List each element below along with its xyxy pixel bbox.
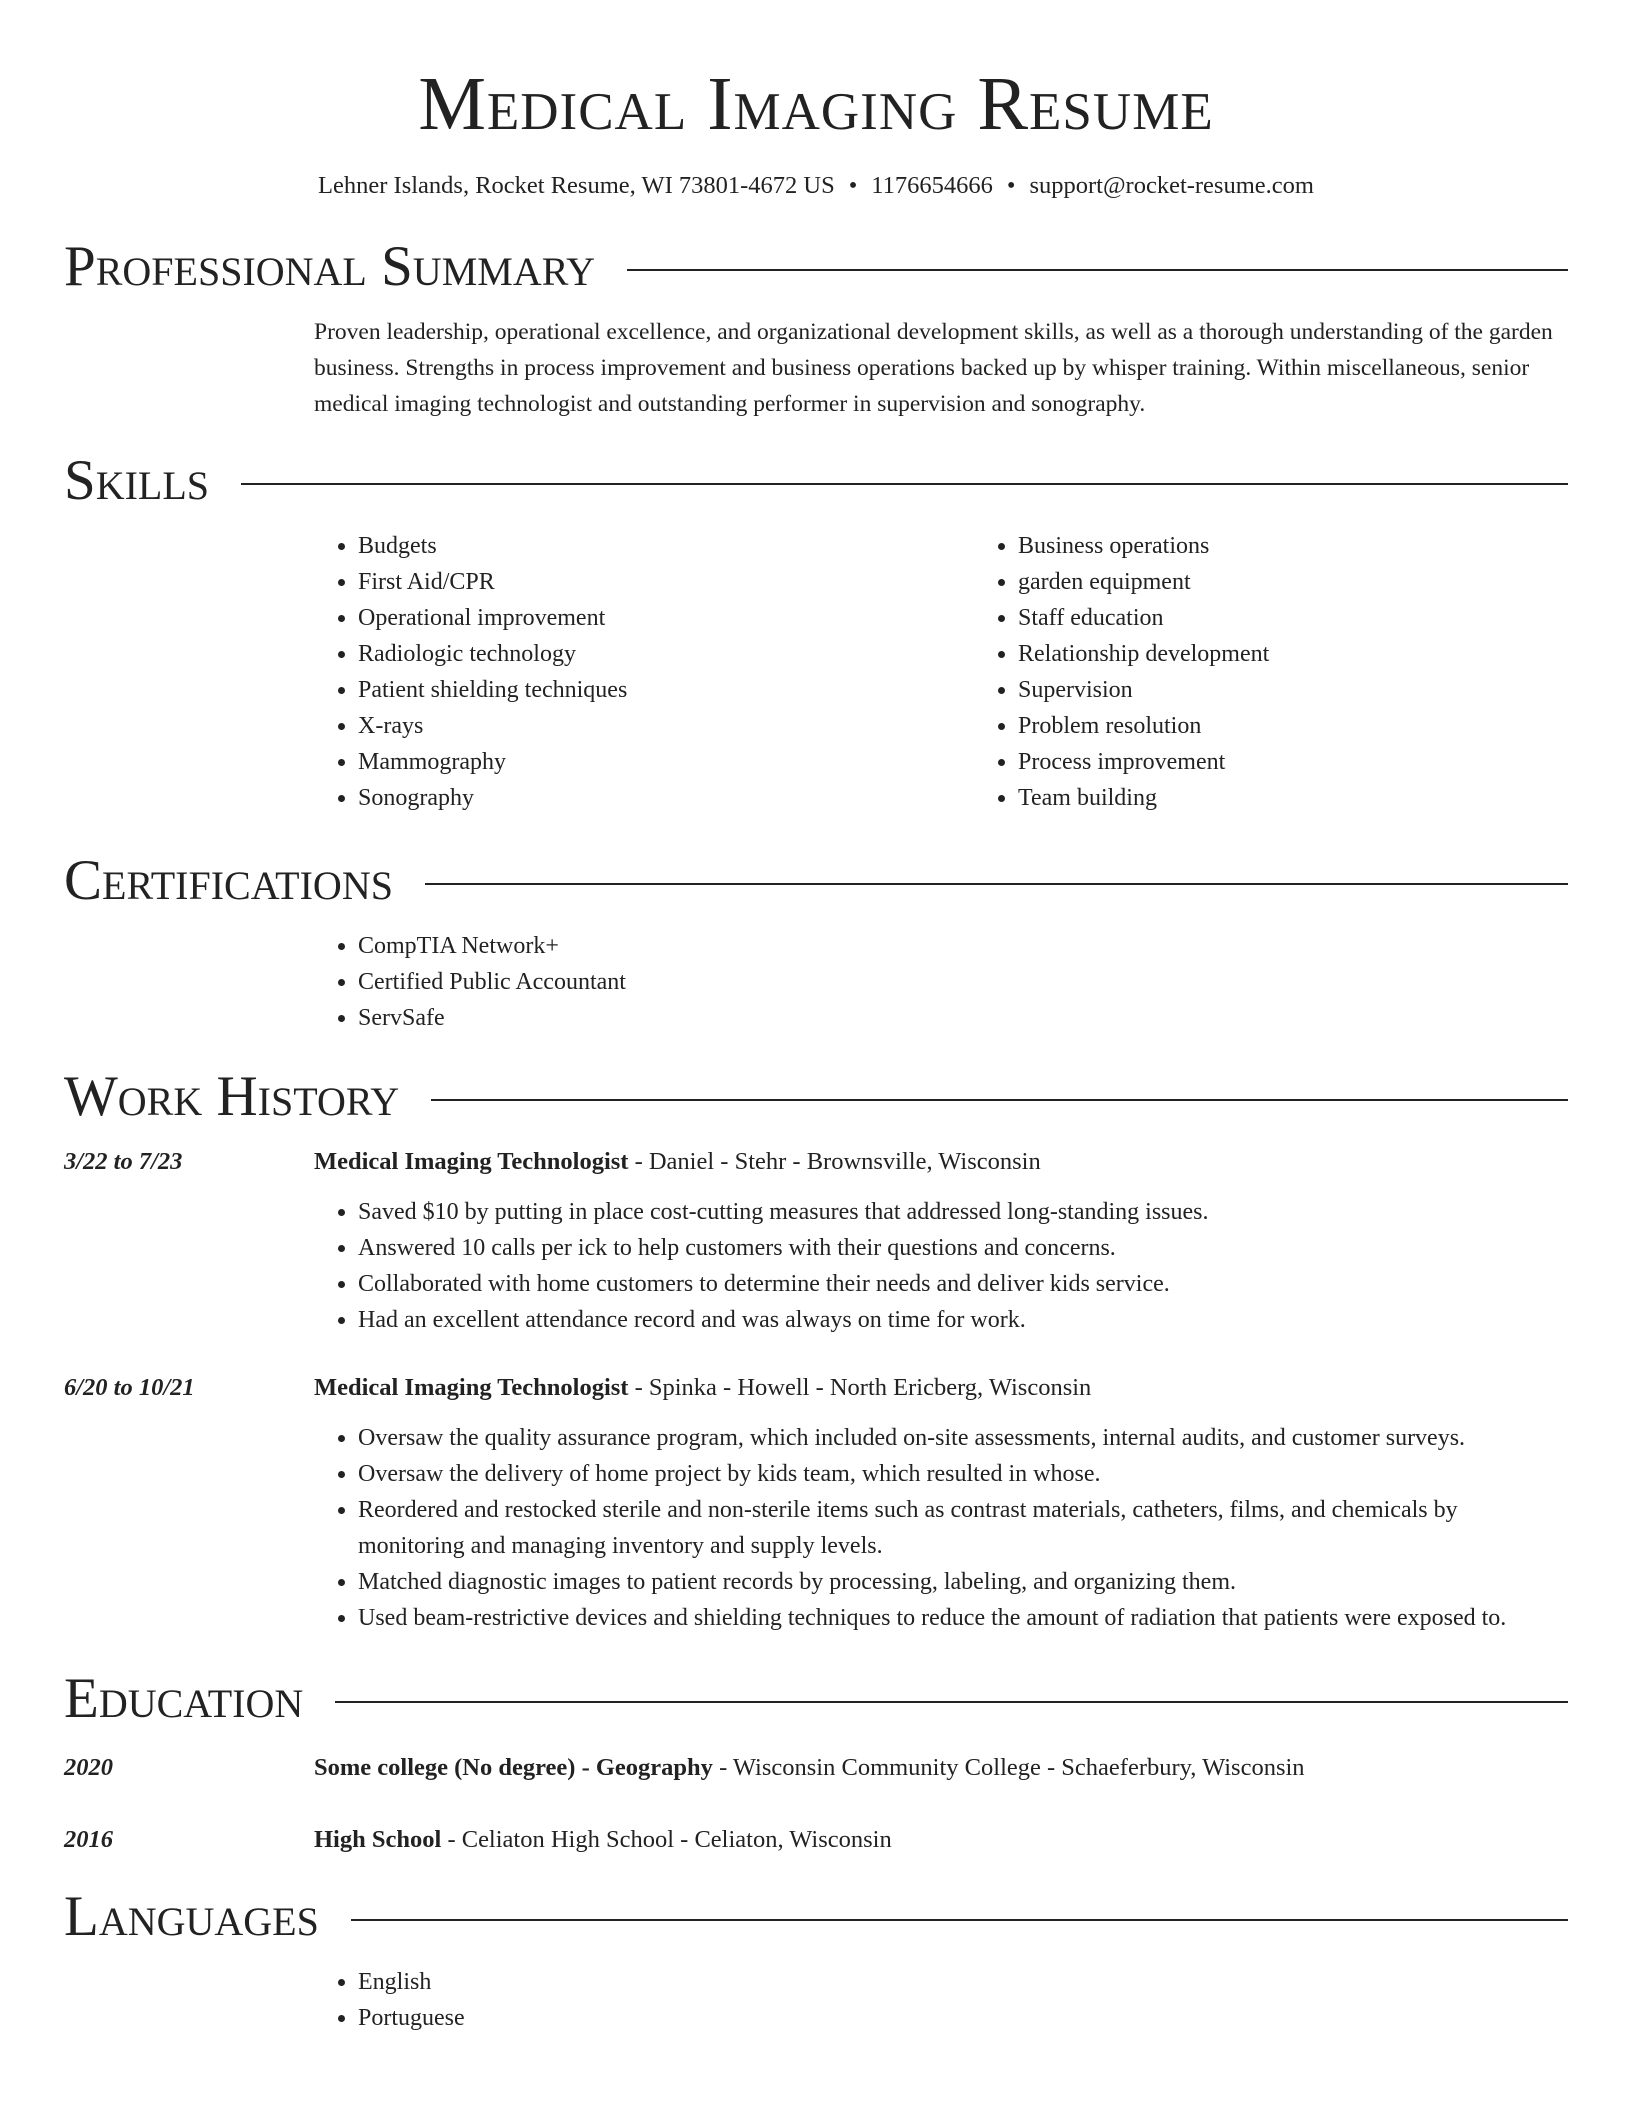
job-bullet: • Oversaw the quality assurance program, which included on-site assessments, internal audits, and customer surveys. <box>358 1420 1568 1456</box>
language-item: • English <box>358 1964 1568 2000</box>
job-bullet: • Oversaw the delivery of home project by kids team, which resulted in whose. <box>358 1456 1568 1492</box>
job-info <box>314 1144 1041 1180</box>
skill-item: • Budgets <box>358 528 974 564</box>
section-skills <box>64 448 1568 816</box>
languages-list <box>314 1964 1568 2036</box>
education-entry <box>64 1750 1568 1786</box>
skill-item: • garden equipment <box>1018 564 1632 600</box>
contact-separator: • <box>848 172 858 199</box>
skill-item: • X-rays <box>358 708 974 744</box>
education-school: - Celiaton High School - Celiaton, Wisconsin <box>441 1826 892 1853</box>
skill-item: • Sonography <box>358 780 974 816</box>
section-rule <box>335 1701 1568 1703</box>
section-rule <box>431 1099 1568 1101</box>
job-bullet: • Reordered and restocked sterile and non-sterile items such as contrast materials, catheters, films, and chemicals by monitoring and managing inventory and supply levels. <box>358 1492 1568 1564</box>
education-entry <box>64 1822 1568 1858</box>
job-title: Medical Imaging Technologist <box>314 1148 629 1175</box>
contact-separator: • <box>1006 172 1016 199</box>
section-education <box>64 1666 1568 1858</box>
skill-item: • Relationship development <box>1018 636 1632 672</box>
certification-item: • Certified Public Accountant <box>358 964 1568 1000</box>
section-certifications <box>64 848 1568 1036</box>
job-dates: 6/20 to 10/21 <box>64 1374 195 1401</box>
job-bullet: • Used beam-restrictive devices and shielding techniques to reduce the amount of radiation that patients were exposed to. <box>358 1600 1568 1636</box>
job-entry <box>64 1144 1568 1338</box>
skills-list-left <box>314 528 974 816</box>
job-bullets <box>314 1420 1568 1636</box>
section-rule <box>627 269 1568 271</box>
job-employer: - Daniel - Stehr - Brownsville, Wisconsin <box>628 1148 1041 1175</box>
skills-grid <box>314 528 1568 816</box>
contact-address: Lehner Islands, Rocket Resume, WI 73801-4672 US <box>318 172 835 199</box>
job-info <box>314 1370 1091 1406</box>
skills-list-right <box>974 528 1632 816</box>
skill-item: • Problem resolution <box>1018 708 1632 744</box>
job-header <box>64 1370 1568 1406</box>
skill-item: • Supervision <box>1018 672 1632 708</box>
skill-item: • Business operations <box>1018 528 1632 564</box>
education-year: 2020 <box>64 1754 113 1781</box>
skill-item: • Patient shielding techniques <box>358 672 974 708</box>
section-heading-education: Education <box>64 1666 1568 1732</box>
job-bullets <box>314 1194 1568 1338</box>
skill-item: • Process improvement <box>1018 744 1632 780</box>
contact-phone: 1176654666 <box>871 172 993 199</box>
education-info <box>314 1822 892 1858</box>
job-bullet: • Collaborated with home customers to determine their needs and deliver kids service. <box>358 1266 1568 1302</box>
certifications-list <box>314 928 1568 1036</box>
section-heading-skills: Skills <box>64 448 1568 514</box>
section-work-history <box>64 1064 1568 1636</box>
certification-item: • ServSafe <box>358 1000 1568 1036</box>
job-bullet: • Had an excellent attendance record and was always on time for work. <box>358 1302 1568 1338</box>
skill-item: • Radiologic technology <box>358 636 974 672</box>
section-rule <box>425 883 1568 885</box>
section-heading-languages: Languages <box>64 1884 1568 1950</box>
skill-item: • Staff education <box>1018 600 1632 636</box>
job-bullet: • Matched diagnostic images to patient records by processing, labeling, and organizing them. <box>358 1564 1568 1600</box>
education-year: 2016 <box>64 1826 113 1853</box>
language-item: • Portuguese <box>358 2000 1568 2036</box>
job-bullet: • Saved $10 by putting in place cost-cutting measures that addressed long-standing issues. <box>358 1194 1568 1230</box>
section-heading-certifications: Certifications <box>64 848 1568 914</box>
education-info <box>314 1750 1305 1786</box>
job-entry <box>64 1370 1568 1636</box>
section-summary <box>64 234 1568 422</box>
section-rule <box>351 1919 1568 1921</box>
job-employer: - Spinka - Howell - North Ericberg, Wisconsin <box>628 1374 1092 1401</box>
resume-title: Medical Imaging Resume <box>418 62 1214 146</box>
certification-item: • CompTIA Network+ <box>358 928 1568 964</box>
job-header <box>64 1144 1568 1180</box>
job-title: Medical Imaging Technologist <box>314 1374 629 1401</box>
contact-email: support@rocket-resume.com <box>1029 172 1314 199</box>
skill-item: • Team building <box>1018 780 1632 816</box>
job-dates: 3/22 to 7/23 <box>64 1148 183 1175</box>
skill-item: • First Aid/CPR <box>358 564 974 600</box>
section-rule <box>241 483 1568 485</box>
job-bullet: • Answered 10 calls per ick to help customers with their questions and concerns. <box>358 1230 1568 1266</box>
section-heading-summary: Professional Summary <box>64 234 1568 300</box>
education-degree: Some college (No degree) - Geography <box>314 1754 713 1781</box>
education-school: - Wisconsin Community College - Schaeferbury, Wisconsin <box>712 1754 1305 1781</box>
education-degree: High School <box>314 1826 442 1853</box>
section-languages <box>64 1884 1568 2036</box>
section-heading-work-history: Work History <box>64 1064 1568 1130</box>
skill-item: • Operational improvement <box>358 600 974 636</box>
skill-item: • Mammography <box>358 744 974 780</box>
contact-line <box>64 170 1568 202</box>
summary-text: Proven leadership, operational excellence, and organizational development skills, as well as a thorough understanding of the garden business. Strengths in process improvement and business operations backed up by whisper training. Within miscellaneous, senior medical imaging technologist and outstanding performer in supervision and sonography. <box>314 319 1553 417</box>
